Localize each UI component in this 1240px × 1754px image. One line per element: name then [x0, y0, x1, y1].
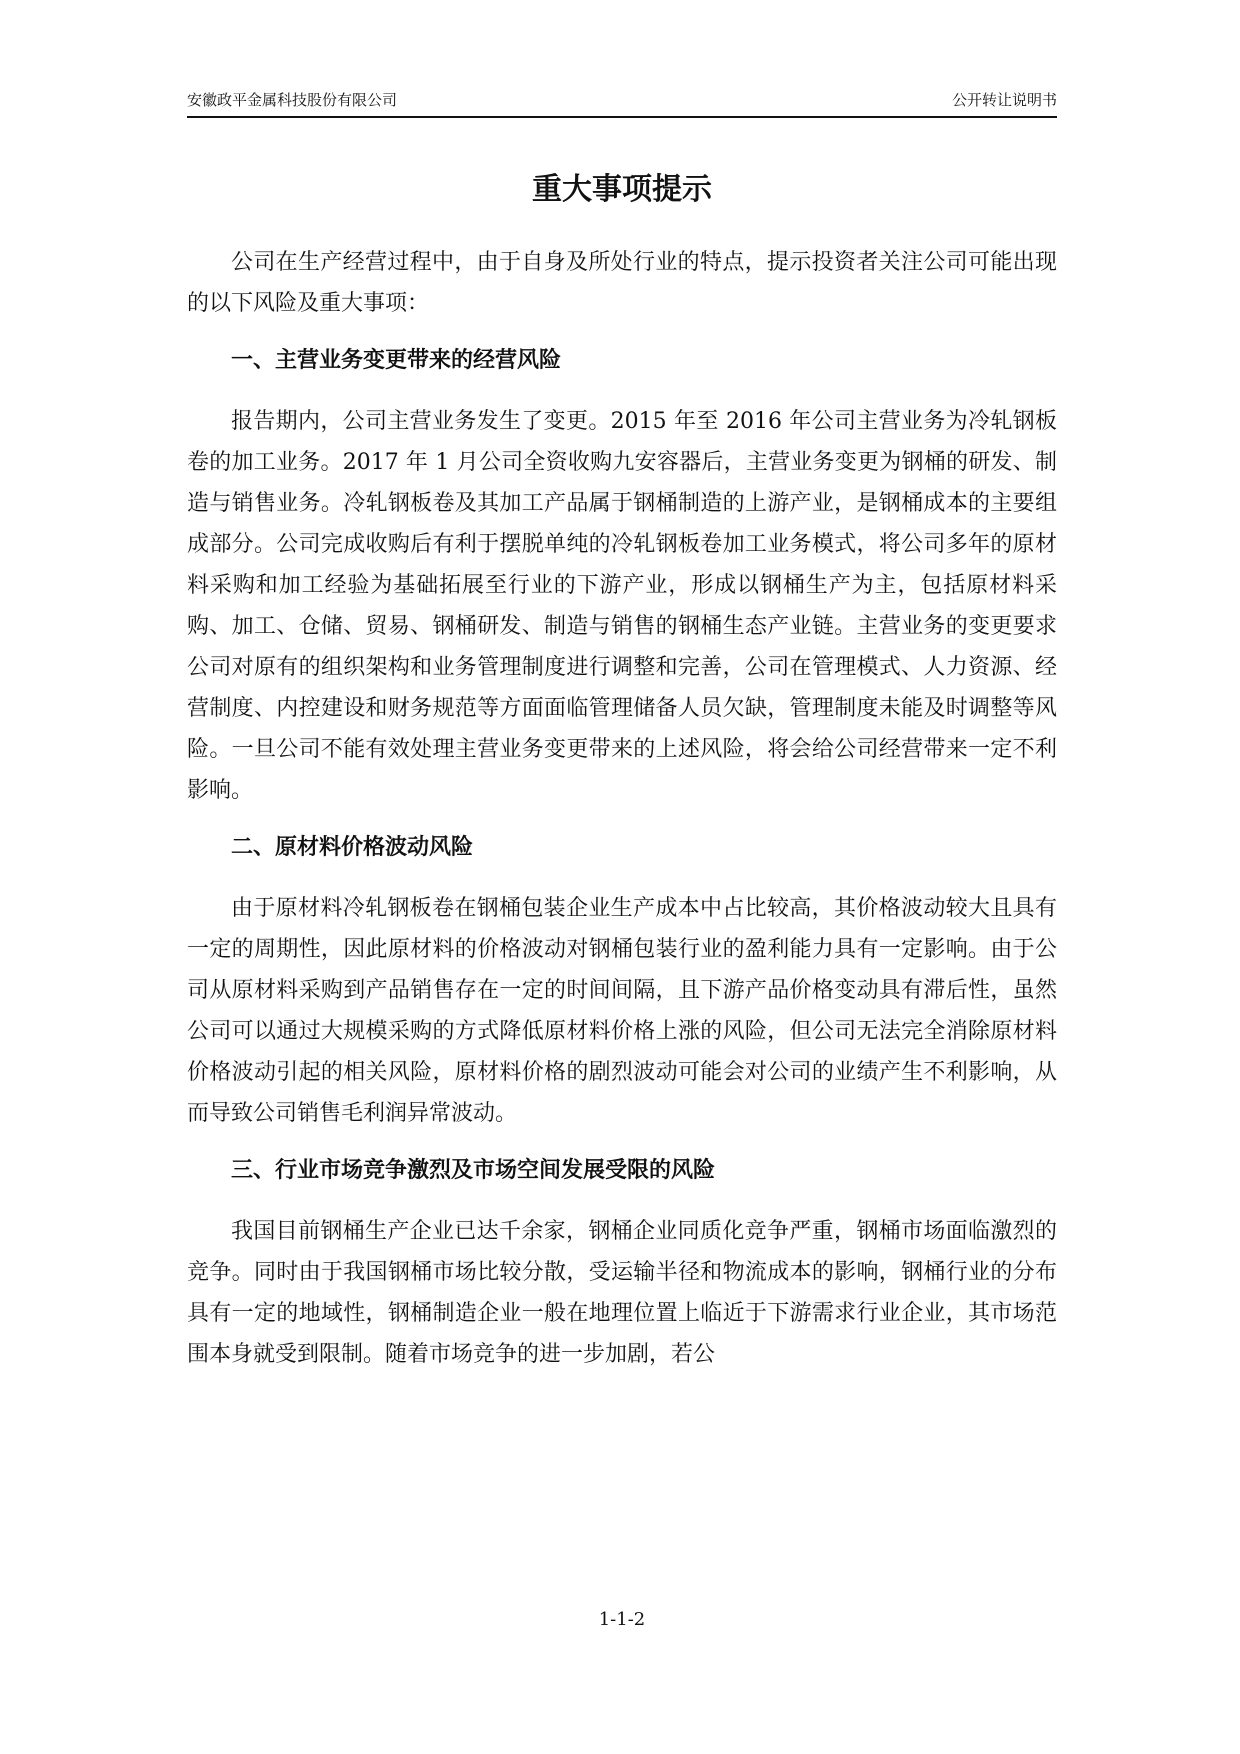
header-document-type: 公开转让说明书: [951, 91, 1057, 109]
section-paragraph-1: 报告期内，公司主营业务发生了变更。2015 年至 2016 年公司主营业务为冷轧钢板卷的加工业务。2017 年 1 月公司全资收购九安容器后，主营业务变更为钢桶的研发、制造与销售业务。冷轧钢板卷及其加工产品属于钢桶制造的上游产业，是钢桶成本的主要组成部分。公司完成收购后有利于摆脱单纯的冷轧钢板卷加工业务模式，将公司多年的原材料采购和加工经验为基础拓展至行业的下游产业，形成以钢桶生产为主，包括原材料采购、加工、仓储、贸易、钢桶研发、制造与销售的钢桶生态产业链。主营业务的变更要求公司对原有的组织架构和业务管理制度进行调整和完善，公司在管理模式、人力资源、经营制度、内控建设和财务规范等方面面临管理储备人员欠缺，管理制度未能及时调整等风险。一旦公司不能有效处理主营业务变更带来的上述风险，将会给公司经营带来一定不利影响。: [187, 409, 1057, 803]
section-heading-1: 一、主营业务变更带来的经营风险: [231, 347, 562, 373]
section-heading-3: 三、行业市场竞争激烈及市场空间发展受限的风险: [231, 1157, 716, 1183]
page-title: 重大事项提示: [532, 172, 712, 207]
header-divider: [187, 116, 1057, 118]
page-number: 1-1-2: [598, 1609, 646, 1630]
intro-paragraph: 公司在生产经营过程中，由于自身及所处行业的特点，提示投资者关注公司可能出现的以下风险及重大事项：: [187, 250, 1057, 316]
document-body: [187, 242, 1057, 1385]
section-paragraph-3: 我国目前钢桶生产企业已达千余家，钢桶企业同质化竞争严重，钢桶市场面临激烈的竞争。同时由于我国钢桶市场比较分散，受运输半径和物流成本的影响，钢桶行业的分布具有一定的地域性，钢桶制造企业一般在地理位置上临近于下游需求行业企业，其市场范围本身就受到限制。随着市场竞争的进一步加剧，若公: [187, 1219, 1057, 1367]
page-header: [187, 88, 1057, 116]
header-company-name: 安徽政平金属科技股份有限公司: [187, 91, 398, 109]
section-paragraph-2: 由于原材料冷轧钢板卷在钢桶包装企业生产成本中占比较高，其价格波动较大且具有一定的周期性，因此原材料的价格波动对钢桶包装行业的盈利能力具有一定影响。由于公司从原材料采购到产品销售存在一定的时间间隔，且下游产品价格变动具有滞后性，虽然公司可以通过大规模采购的方式降低原材料价格上涨的风险，但公司无法完全消除原材料价格波动引起的相关风险，原材料价格的剧烈波动可能会对公司的业绩产生不利影响，从而导致公司销售毛利润异常波动。: [187, 896, 1057, 1126]
section-heading-2: 二、原材料价格波动风险: [231, 834, 474, 860]
